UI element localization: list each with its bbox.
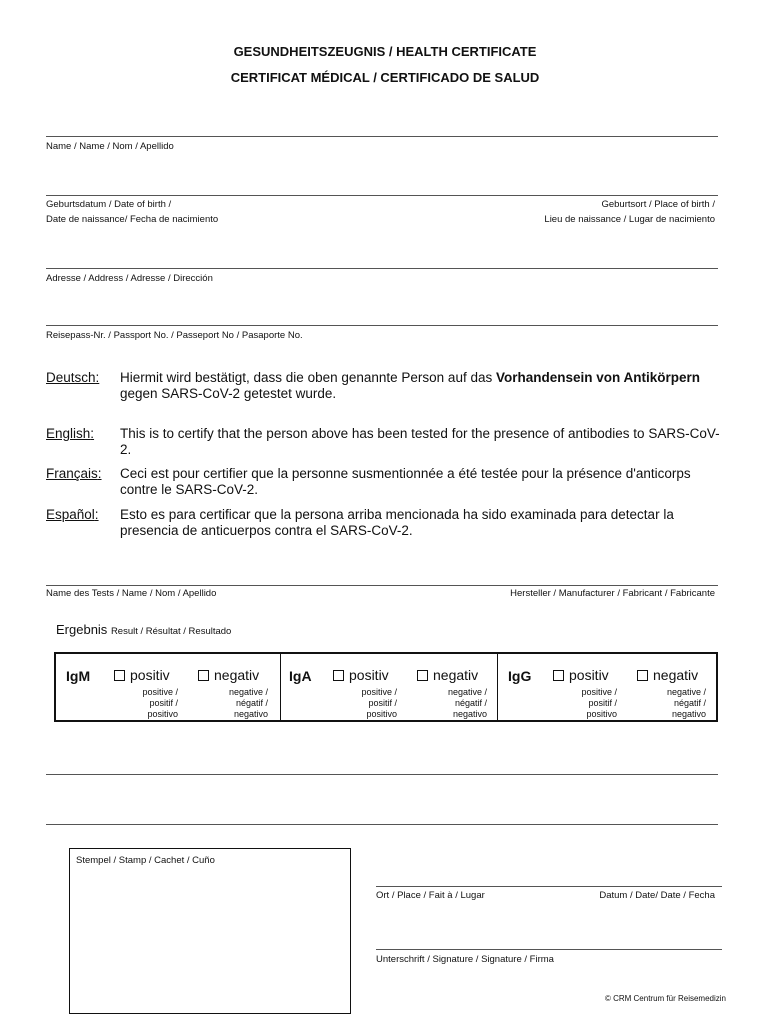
iga-positive-sub: positive / positif / positivo <box>361 687 397 719</box>
igg-label: IgG <box>508 668 532 684</box>
dob-label-1: Geburtsdatum / Date of birth / <box>46 199 172 210</box>
igg-positive-sub: positive / positif / positivo <box>581 687 617 719</box>
divider <box>497 654 498 720</box>
divider <box>280 654 281 720</box>
signature-label: Unterschrift / Signature / Signature / Firma <box>376 954 554 965</box>
iga-positive-option[interactable]: positiv <box>333 667 389 683</box>
checkbox-icon[interactable] <box>198 670 209 681</box>
stamp-box[interactable] <box>69 848 351 1014</box>
result-table <box>54 652 718 722</box>
address-label: Adresse / Address / Adresse / Dirección <box>46 273 213 284</box>
lang-deutsch: Deutsch: <box>46 370 100 385</box>
checkbox-icon[interactable] <box>333 670 344 681</box>
igg-positive-option[interactable]: positiv <box>553 667 609 683</box>
passport-label: Reisepass-Nr. / Passport No. / Passeport No / Pasaporte No. <box>46 330 303 341</box>
name-line[interactable] <box>46 136 718 137</box>
test-name-label: Name des Tests / Name / Nom / Apellido <box>46 588 217 599</box>
statement-deutsch: Hiermit wird bestätigt, dass die oben genannte Person auf das Vorhandensein von Antikörpern gegen SARS-CoV-2 getestet wurde. <box>120 370 701 401</box>
footer-copyright: © CRM Centrum für Reisemedizin <box>604 994 726 1003</box>
test-line[interactable] <box>46 585 718 586</box>
title-line-1: GESUNDHEITSZEUGNIS / HEALTH CERTIFICATE <box>233 44 537 59</box>
blank-line[interactable] <box>46 824 718 825</box>
manufacturer-label: Hersteller / Manufacturer / Fabricant / Fabricante <box>510 588 715 599</box>
dob-label-2: Date de naissance/ Fecha de nacimiento <box>46 214 219 225</box>
statement-espanol: Esto es para certificar que la persona arriba mencionada ha sido examinada para detectar la presencia de anticuerpos contra el SARS-CoV-2. <box>120 507 674 538</box>
checkbox-icon[interactable] <box>637 670 648 681</box>
iga-negative-option[interactable]: negativ <box>417 667 478 683</box>
date-label: Datum / Date/ Date / Fecha <box>599 890 715 901</box>
checkbox-icon[interactable] <box>114 670 125 681</box>
igm-negative-option[interactable]: negativ <box>198 667 259 683</box>
igg-negative-option[interactable]: negativ <box>637 667 698 683</box>
signature-line[interactable] <box>376 949 722 950</box>
statement-francais: Ceci est pour certifier que la personne susmentionnée a été testée pour la présence d'anticorps contre le SARS-CoV-2. <box>120 466 691 497</box>
lang-francais: Français: <box>46 466 102 481</box>
lang-english: English: <box>46 426 95 441</box>
place-label: Ort / Place / Fait à / Lugar <box>376 890 485 901</box>
igm-positive-sub: positive / positif / positivo <box>142 687 178 719</box>
stamp-label: Stempel / Stamp / Cachet / Cuño <box>76 855 215 866</box>
igg-negative-sub: negative / négatif / negativo <box>666 687 706 719</box>
name-label: Name / Name / Nom / Apellido <box>46 141 174 152</box>
pob-label-2: Lieu de naissance / Lugar de nacimiento <box>544 214 715 225</box>
iga-label: IgA <box>289 668 312 684</box>
dob-line[interactable] <box>46 195 718 196</box>
igm-positive-option[interactable]: positiv <box>114 667 170 683</box>
title-line-2: CERTIFICAT MÉDICAL / CERTIFICADO DE SALUD <box>230 70 540 85</box>
iga-negative-sub: negative / négatif / negativo <box>447 687 487 719</box>
blank-line[interactable] <box>46 774 718 775</box>
igm-label: IgM <box>66 668 91 684</box>
address-line[interactable] <box>46 268 718 269</box>
passport-line[interactable] <box>46 325 718 326</box>
checkbox-icon[interactable] <box>417 670 428 681</box>
result-heading: Ergebnis Result / Résultat / Resultado <box>56 622 232 637</box>
statement-english: This is to certify that the person above has been tested for the presence of antibodies to SARS-CoV-2. <box>120 426 720 457</box>
lang-espanol: Español: <box>46 507 99 522</box>
igm-negative-sub: negative / négatif / negativo <box>228 687 268 719</box>
pob-label-1: Geburtsort / Place of birth / <box>601 199 715 210</box>
place-date-line[interactable] <box>376 886 722 887</box>
checkbox-icon[interactable] <box>553 670 564 681</box>
